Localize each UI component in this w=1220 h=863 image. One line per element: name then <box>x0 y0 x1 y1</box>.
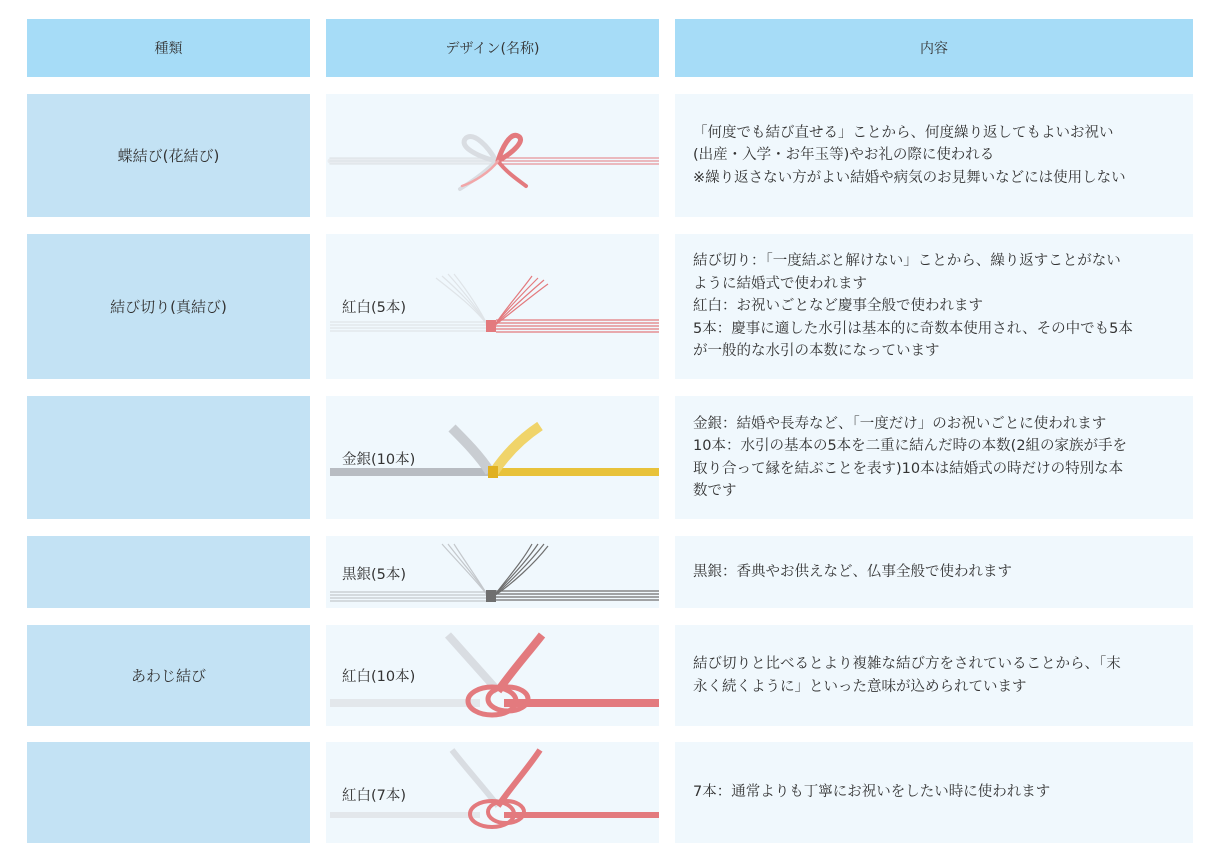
design-cell-row-3 <box>326 396 659 519</box>
header-design <box>326 19 659 77</box>
kind-label: 蝶結び(花結び) <box>117 147 220 165</box>
kind-cell-row-5 <box>27 625 310 726</box>
butterfly-knot-icon <box>326 94 659 217</box>
design-name: 黒銀(5本) <box>342 567 407 583</box>
header-content-label: 内容 <box>920 41 948 57</box>
content-line: が一般的な水引の本数になっています <box>693 343 940 360</box>
content-line: 7本：通常よりも丁寧にお祝いをしたい時に使われます <box>693 784 1051 801</box>
content-line: ように結婚式で使われます <box>693 275 867 292</box>
awaji-knot-red-white-icon <box>326 625 659 726</box>
content-line: 黒銀：香典やお供えなど、仏事全般で使われます <box>693 563 1012 580</box>
design-cell-row-1 <box>326 94 659 217</box>
header-kind <box>27 19 310 77</box>
design-name: 紅白(7本) <box>342 788 407 804</box>
design-name: 紅白(10本) <box>342 669 416 685</box>
header-content <box>675 19 1193 77</box>
kind-cell-row-6 <box>27 742 310 843</box>
content-cell-row-6 <box>675 742 1193 843</box>
kind-cell-row-4 <box>27 536 310 608</box>
content-line: 金銀：結婚や長寿など、「一度だけ」のお祝いごとに使われます <box>693 415 1107 432</box>
design-name: 金銀(10本) <box>342 452 416 468</box>
content-line: 結び切り：「一度結ぶと解けない」ことから、繰り返すことがない <box>693 253 1121 270</box>
content-line: 10本：水引の基本の5本を二重に結んだ時の本数(2組の家族が手を <box>693 438 1128 454</box>
kind-cell-row-2 <box>27 234 310 379</box>
content-cell-row-5 <box>675 625 1193 726</box>
content-line: ※繰り返さない方がよい結婚や病気のお見舞いなどには使用しない <box>693 169 1126 186</box>
design-cell-row-6 <box>326 742 659 843</box>
content-cell-row-1 <box>675 94 1193 217</box>
kind-cell-row-3 <box>27 396 310 519</box>
content-line: (出産・入学・お年玉等)やお礼の際に使われる <box>693 147 995 164</box>
header-kind-label: 種類 <box>154 41 183 57</box>
content-line: 結び切りと比べるとより複雑な結び方をされていることから、「末 <box>693 656 1121 672</box>
design-cell-row-2 <box>326 234 659 379</box>
content-line: 「何度でも結び直せる」ことから、何度繰り返してもよいお祝い <box>693 124 1114 141</box>
content-line: 紅白：お祝いごとなど慶事全般で使われます <box>693 298 983 315</box>
content-cell-row-2 <box>675 234 1193 379</box>
kind-label: あわじ結び <box>130 667 206 685</box>
awaji-knot-red-white-icon <box>326 742 659 843</box>
kind-cell-row-1 <box>27 94 310 217</box>
header-design-label: デザイン(名称) <box>445 41 540 57</box>
content-line: 取り合って縁を結ぶことを表す)10本は結婚式の時だけの特別な本 <box>693 460 1124 477</box>
tied-knot-red-white-icon <box>326 234 659 379</box>
content-cell-row-3 <box>675 396 1193 519</box>
tied-knot-black-silver-icon <box>326 536 659 608</box>
content-line: 永く続くように」といった意味が込められています <box>693 678 1027 695</box>
content-line: 数です <box>693 483 737 499</box>
content-cell-row-4 <box>675 536 1193 608</box>
content-line: 5本：慶事に適した水引は基本的に奇数本使用され、その中でも5本 <box>693 320 1133 337</box>
kind-label: 結び切り(真結び) <box>110 298 227 316</box>
design-cell-row-4 <box>326 536 659 608</box>
tied-knot-gold-silver-icon <box>326 396 659 519</box>
design-cell-row-5 <box>326 625 659 726</box>
design-name: 紅白(5本) <box>342 300 407 316</box>
